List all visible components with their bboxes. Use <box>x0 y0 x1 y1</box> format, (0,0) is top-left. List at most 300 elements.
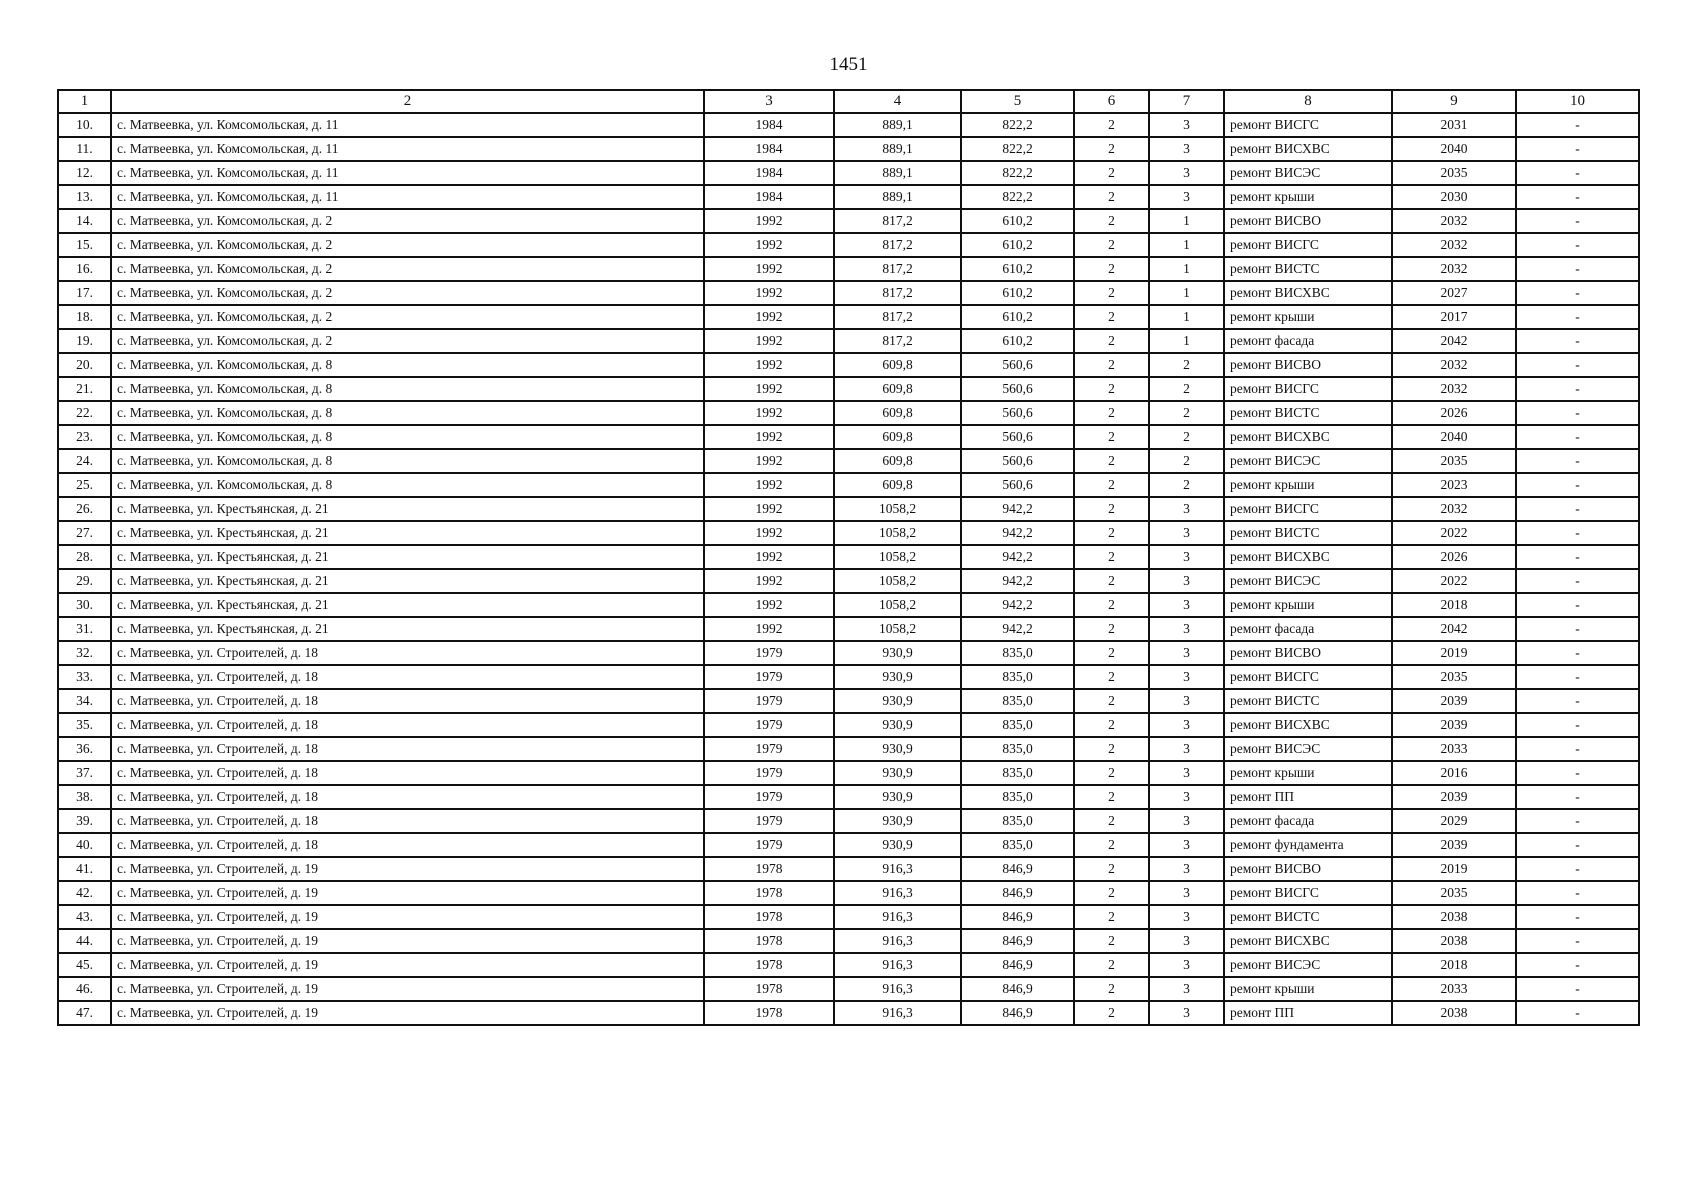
table-row <box>58 353 1639 377</box>
cell-floors: 2 <box>1074 593 1149 617</box>
cell-total-area: 817,2 <box>834 233 961 257</box>
cell-planned-year: 2023 <box>1392 473 1516 497</box>
cell-living-area: 610,2 <box>961 329 1074 353</box>
cell-row-number: 17. <box>58 281 111 305</box>
cell-planned-year: 2035 <box>1392 161 1516 185</box>
cell-planned-year: 2026 <box>1392 545 1516 569</box>
cell-address: с. Матвеевка, ул. Крестьянская, д. 21 <box>111 497 704 521</box>
cell-floors: 2 <box>1074 521 1149 545</box>
cell-row-number: 20. <box>58 353 111 377</box>
cell-total-area: 916,3 <box>834 905 961 929</box>
table-row <box>58 809 1639 833</box>
cell-living-area: 942,2 <box>961 569 1074 593</box>
cell-living-area: 822,2 <box>961 185 1074 209</box>
cell-col-10: - <box>1516 953 1639 977</box>
cell-address: с. Матвеевка, ул. Строителей, д. 19 <box>111 977 704 1001</box>
cell-planned-year: 2040 <box>1392 425 1516 449</box>
cell-row-number: 38. <box>58 785 111 809</box>
table-row <box>58 569 1639 593</box>
cell-col-10: - <box>1516 185 1639 209</box>
cell-year-built: 1992 <box>704 521 834 545</box>
cell-total-area: 1058,2 <box>834 521 961 545</box>
cell-col-10: - <box>1516 977 1639 1001</box>
cell-floors: 2 <box>1074 137 1149 161</box>
cell-total-area: 1058,2 <box>834 593 961 617</box>
cell-address: с. Матвеевка, ул. Комсомольская, д. 2 <box>111 281 704 305</box>
table-row <box>58 713 1639 737</box>
table-row <box>58 425 1639 449</box>
cell-row-number: 28. <box>58 545 111 569</box>
cell-living-area: 560,6 <box>961 473 1074 497</box>
cell-living-area: 835,0 <box>961 761 1074 785</box>
cell-row-number: 10. <box>58 113 111 137</box>
cell-total-area: 930,9 <box>834 761 961 785</box>
cell-work-type: ремонт ВИСЭС <box>1224 953 1392 977</box>
table-row <box>58 737 1639 761</box>
cell-floors: 2 <box>1074 305 1149 329</box>
cell-floors: 2 <box>1074 929 1149 953</box>
table-row <box>58 665 1639 689</box>
cell-floors: 2 <box>1074 881 1149 905</box>
cell-total-area: 609,8 <box>834 353 961 377</box>
cell-row-number: 15. <box>58 233 111 257</box>
cell-year-built: 1978 <box>704 977 834 1001</box>
cell-living-area: 942,2 <box>961 593 1074 617</box>
cell-living-area: 846,9 <box>961 977 1074 1001</box>
cell-year-built: 1979 <box>704 809 834 833</box>
cell-year-built: 1992 <box>704 401 834 425</box>
cell-work-type: ремонт крыши <box>1224 977 1392 1001</box>
cell-living-area: 846,9 <box>961 953 1074 977</box>
cell-work-type: ремонт ВИСВО <box>1224 353 1392 377</box>
cell-entrances: 3 <box>1149 593 1224 617</box>
cell-year-built: 1978 <box>704 1001 834 1025</box>
table-row <box>58 977 1639 1001</box>
cell-entrances: 2 <box>1149 401 1224 425</box>
cell-total-area: 817,2 <box>834 209 961 233</box>
cell-work-type: ремонт фасада <box>1224 809 1392 833</box>
cell-floors: 2 <box>1074 737 1149 761</box>
cell-year-built: 1978 <box>704 857 834 881</box>
cell-row-number: 24. <box>58 449 111 473</box>
cell-col-10: - <box>1516 545 1639 569</box>
cell-col-10: - <box>1516 329 1639 353</box>
header-row <box>58 90 1639 113</box>
header-cell-col-10: 10 <box>1516 90 1639 113</box>
cell-total-area: 817,2 <box>834 257 961 281</box>
cell-year-built: 1992 <box>704 353 834 377</box>
header-cell-planned-year: 9 <box>1392 90 1516 113</box>
cell-total-area: 930,9 <box>834 713 961 737</box>
table-row <box>58 617 1639 641</box>
cell-entrances: 3 <box>1149 737 1224 761</box>
cell-entrances: 3 <box>1149 713 1224 737</box>
cell-living-area: 610,2 <box>961 257 1074 281</box>
cell-col-10: - <box>1516 857 1639 881</box>
cell-planned-year: 2032 <box>1392 497 1516 521</box>
cell-col-10: - <box>1516 425 1639 449</box>
cell-col-10: - <box>1516 161 1639 185</box>
cell-floors: 2 <box>1074 665 1149 689</box>
cell-living-area: 822,2 <box>961 137 1074 161</box>
cell-year-built: 1979 <box>704 785 834 809</box>
cell-planned-year: 2026 <box>1392 401 1516 425</box>
cell-row-number: 39. <box>58 809 111 833</box>
cell-planned-year: 2038 <box>1392 1001 1516 1025</box>
cell-total-area: 817,2 <box>834 329 961 353</box>
cell-row-number: 16. <box>58 257 111 281</box>
cell-row-number: 12. <box>58 161 111 185</box>
header-cell-row-number: 1 <box>58 90 111 113</box>
cell-floors: 2 <box>1074 257 1149 281</box>
cell-year-built: 1992 <box>704 497 834 521</box>
cell-living-area: 846,9 <box>961 881 1074 905</box>
cell-living-area: 942,2 <box>961 545 1074 569</box>
cell-year-built: 1979 <box>704 689 834 713</box>
cell-total-area: 930,9 <box>834 785 961 809</box>
cell-row-number: 33. <box>58 665 111 689</box>
cell-entrances: 1 <box>1149 257 1224 281</box>
page-number: 1451 <box>829 54 868 75</box>
cell-year-built: 1984 <box>704 137 834 161</box>
cell-floors: 2 <box>1074 233 1149 257</box>
cell-row-number: 37. <box>58 761 111 785</box>
cell-year-built: 1992 <box>704 329 834 353</box>
cell-work-type: ремонт ВИСХВС <box>1224 137 1392 161</box>
cell-planned-year: 2018 <box>1392 593 1516 617</box>
cell-col-10: - <box>1516 521 1639 545</box>
cell-address: с. Матвеевка, ул. Комсомольская, д. 2 <box>111 209 704 233</box>
cell-work-type: ремонт ВИСВО <box>1224 209 1392 233</box>
cell-year-built: 1979 <box>704 833 834 857</box>
cell-entrances: 3 <box>1149 161 1224 185</box>
cell-entrances: 3 <box>1149 665 1224 689</box>
cell-planned-year: 2016 <box>1392 761 1516 785</box>
header-cell-address: 2 <box>111 90 704 113</box>
cell-entrances: 3 <box>1149 497 1224 521</box>
cell-entrances: 3 <box>1149 905 1224 929</box>
cell-entrances: 3 <box>1149 1001 1224 1025</box>
cell-col-10: - <box>1516 713 1639 737</box>
cell-year-built: 1992 <box>704 257 834 281</box>
cell-work-type: ремонт ВИСГС <box>1224 665 1392 689</box>
cell-address: с. Матвеевка, ул. Комсомольская, д. 11 <box>111 137 704 161</box>
cell-entrances: 3 <box>1149 977 1224 1001</box>
cell-living-area: 560,6 <box>961 401 1074 425</box>
cell-work-type: ремонт фундамента <box>1224 833 1392 857</box>
cell-year-built: 1978 <box>704 905 834 929</box>
table-row <box>58 833 1639 857</box>
cell-planned-year: 2031 <box>1392 113 1516 137</box>
registry-table <box>57 89 1640 1026</box>
cell-work-type: ремонт ВИСХВС <box>1224 929 1392 953</box>
cell-year-built: 1992 <box>704 209 834 233</box>
cell-entrances: 3 <box>1149 617 1224 641</box>
cell-total-area: 916,3 <box>834 857 961 881</box>
cell-planned-year: 2032 <box>1392 377 1516 401</box>
cell-living-area: 846,9 <box>961 1001 1074 1025</box>
cell-total-area: 609,8 <box>834 473 961 497</box>
table-row <box>58 377 1639 401</box>
cell-work-type: ремонт крыши <box>1224 473 1392 497</box>
cell-entrances: 3 <box>1149 545 1224 569</box>
cell-planned-year: 2018 <box>1392 953 1516 977</box>
cell-work-type: ремонт ВИСГС <box>1224 497 1392 521</box>
cell-address: с. Матвеевка, ул. Крестьянская, д. 21 <box>111 593 704 617</box>
cell-floors: 2 <box>1074 425 1149 449</box>
cell-work-type: ремонт ВИСГС <box>1224 233 1392 257</box>
cell-row-number: 19. <box>58 329 111 353</box>
header-cell-total-area: 4 <box>834 90 961 113</box>
cell-total-area: 609,8 <box>834 425 961 449</box>
cell-planned-year: 2032 <box>1392 209 1516 233</box>
cell-planned-year: 2042 <box>1392 329 1516 353</box>
cell-col-10: - <box>1516 905 1639 929</box>
cell-floors: 2 <box>1074 497 1149 521</box>
cell-floors: 2 <box>1074 329 1149 353</box>
cell-planned-year: 2042 <box>1392 617 1516 641</box>
cell-living-area: 942,2 <box>961 617 1074 641</box>
table-row <box>58 521 1639 545</box>
header-cell-year-built: 3 <box>704 90 834 113</box>
cell-row-number: 46. <box>58 977 111 1001</box>
cell-total-area: 916,3 <box>834 1001 961 1025</box>
cell-planned-year: 2022 <box>1392 521 1516 545</box>
cell-row-number: 40. <box>58 833 111 857</box>
cell-entrances: 3 <box>1149 881 1224 905</box>
cell-entrances: 3 <box>1149 569 1224 593</box>
table-row <box>58 857 1639 881</box>
table-row <box>58 449 1639 473</box>
cell-work-type: ремонт ВИСЭС <box>1224 569 1392 593</box>
cell-address: с. Матвеевка, ул. Строителей, д. 19 <box>111 857 704 881</box>
cell-living-area: 846,9 <box>961 905 1074 929</box>
cell-work-type: ремонт ВИСТС <box>1224 905 1392 929</box>
cell-row-number: 42. <box>58 881 111 905</box>
cell-row-number: 32. <box>58 641 111 665</box>
cell-row-number: 26. <box>58 497 111 521</box>
cell-entrances: 3 <box>1149 113 1224 137</box>
cell-living-area: 846,9 <box>961 929 1074 953</box>
cell-floors: 2 <box>1074 953 1149 977</box>
cell-col-10: - <box>1516 233 1639 257</box>
table-row <box>58 953 1639 977</box>
cell-address: с. Матвеевка, ул. Строителей, д. 19 <box>111 929 704 953</box>
cell-work-type: ремонт ВИСГС <box>1224 881 1392 905</box>
cell-col-10: - <box>1516 473 1639 497</box>
cell-floors: 2 <box>1074 977 1149 1001</box>
cell-year-built: 1992 <box>704 617 834 641</box>
cell-work-type: ремонт ПП <box>1224 1001 1392 1025</box>
cell-total-area: 1058,2 <box>834 497 961 521</box>
cell-address: с. Матвеевка, ул. Крестьянская, д. 21 <box>111 545 704 569</box>
cell-address: с. Матвеевка, ул. Строителей, д. 18 <box>111 785 704 809</box>
cell-total-area: 609,8 <box>834 449 961 473</box>
cell-address: с. Матвеевка, ул. Комсомольская, д. 8 <box>111 353 704 377</box>
cell-total-area: 916,3 <box>834 929 961 953</box>
cell-total-area: 930,9 <box>834 665 961 689</box>
cell-col-10: - <box>1516 113 1639 137</box>
cell-work-type: ремонт ВИСЭС <box>1224 737 1392 761</box>
cell-row-number: 23. <box>58 425 111 449</box>
cell-entrances: 3 <box>1149 953 1224 977</box>
cell-col-10: - <box>1516 1001 1639 1025</box>
cell-year-built: 1984 <box>704 113 834 137</box>
cell-floors: 2 <box>1074 545 1149 569</box>
cell-entrances: 3 <box>1149 857 1224 881</box>
cell-entrances: 2 <box>1149 377 1224 401</box>
cell-total-area: 930,9 <box>834 641 961 665</box>
cell-row-number: 36. <box>58 737 111 761</box>
cell-col-10: - <box>1516 377 1639 401</box>
cell-year-built: 1978 <box>704 953 834 977</box>
cell-entrances: 2 <box>1149 473 1224 497</box>
table-row <box>58 1001 1639 1025</box>
table-row <box>58 209 1639 233</box>
cell-work-type: ремонт ВИСЭС <box>1224 161 1392 185</box>
header-cell-floors: 6 <box>1074 90 1149 113</box>
cell-planned-year: 2032 <box>1392 353 1516 377</box>
cell-col-10: - <box>1516 209 1639 233</box>
cell-year-built: 1979 <box>704 665 834 689</box>
cell-work-type: ремонт ВИСТС <box>1224 401 1392 425</box>
cell-entrances: 1 <box>1149 305 1224 329</box>
cell-work-type: ремонт ПП <box>1224 785 1392 809</box>
cell-row-number: 29. <box>58 569 111 593</box>
cell-row-number: 47. <box>58 1001 111 1025</box>
cell-address: с. Матвеевка, ул. Комсомольская, д. 8 <box>111 449 704 473</box>
cell-row-number: 31. <box>58 617 111 641</box>
cell-entrances: 3 <box>1149 137 1224 161</box>
cell-living-area: 560,6 <box>961 377 1074 401</box>
cell-total-area: 930,9 <box>834 809 961 833</box>
cell-entrances: 3 <box>1149 929 1224 953</box>
cell-floors: 2 <box>1074 713 1149 737</box>
cell-planned-year: 2019 <box>1392 641 1516 665</box>
cell-entrances: 3 <box>1149 641 1224 665</box>
cell-total-area: 817,2 <box>834 305 961 329</box>
cell-address: с. Матвеевка, ул. Строителей, д. 19 <box>111 953 704 977</box>
cell-row-number: 14. <box>58 209 111 233</box>
cell-planned-year: 2030 <box>1392 185 1516 209</box>
cell-col-10: - <box>1516 353 1639 377</box>
cell-living-area: 822,2 <box>961 113 1074 137</box>
cell-floors: 2 <box>1074 761 1149 785</box>
cell-address: с. Матвеевка, ул. Строителей, д. 18 <box>111 761 704 785</box>
cell-floors: 2 <box>1074 1001 1149 1025</box>
table-row <box>58 281 1639 305</box>
cell-planned-year: 2035 <box>1392 449 1516 473</box>
cell-floors: 2 <box>1074 449 1149 473</box>
cell-total-area: 916,3 <box>834 953 961 977</box>
cell-planned-year: 2038 <box>1392 929 1516 953</box>
cell-year-built: 1984 <box>704 161 834 185</box>
cell-col-10: - <box>1516 593 1639 617</box>
cell-address: с. Матвеевка, ул. Комсомольская, д. 2 <box>111 329 704 353</box>
header-cell-living-area: 5 <box>961 90 1074 113</box>
cell-floors: 2 <box>1074 377 1149 401</box>
cell-living-area: 560,6 <box>961 449 1074 473</box>
cell-work-type: ремонт крыши <box>1224 593 1392 617</box>
cell-entrances: 3 <box>1149 809 1224 833</box>
cell-floors: 2 <box>1074 833 1149 857</box>
cell-col-10: - <box>1516 737 1639 761</box>
cell-year-built: 1992 <box>704 449 834 473</box>
cell-living-area: 846,9 <box>961 857 1074 881</box>
cell-living-area: 835,0 <box>961 665 1074 689</box>
table-row <box>58 401 1639 425</box>
cell-total-area: 889,1 <box>834 185 961 209</box>
cell-living-area: 560,6 <box>961 353 1074 377</box>
cell-entrances: 3 <box>1149 521 1224 545</box>
cell-planned-year: 2019 <box>1392 857 1516 881</box>
cell-row-number: 45. <box>58 953 111 977</box>
table-row <box>58 545 1639 569</box>
cell-total-area: 1058,2 <box>834 545 961 569</box>
cell-col-10: - <box>1516 449 1639 473</box>
cell-work-type: ремонт ВИСХВС <box>1224 713 1392 737</box>
cell-living-area: 822,2 <box>961 161 1074 185</box>
cell-floors: 2 <box>1074 401 1149 425</box>
cell-row-number: 21. <box>58 377 111 401</box>
cell-total-area: 609,8 <box>834 377 961 401</box>
cell-total-area: 916,3 <box>834 881 961 905</box>
table-row <box>58 785 1639 809</box>
cell-floors: 2 <box>1074 209 1149 233</box>
cell-floors: 2 <box>1074 473 1149 497</box>
cell-living-area: 835,0 <box>961 641 1074 665</box>
cell-row-number: 44. <box>58 929 111 953</box>
cell-entrances: 2 <box>1149 353 1224 377</box>
cell-planned-year: 2029 <box>1392 809 1516 833</box>
table-row <box>58 497 1639 521</box>
cell-row-number: 35. <box>58 713 111 737</box>
cell-living-area: 835,0 <box>961 785 1074 809</box>
cell-col-10: - <box>1516 761 1639 785</box>
cell-planned-year: 2039 <box>1392 713 1516 737</box>
table-row <box>58 905 1639 929</box>
cell-planned-year: 2033 <box>1392 737 1516 761</box>
table-body <box>58 90 1639 1025</box>
cell-entrances: 1 <box>1149 329 1224 353</box>
cell-entrances: 3 <box>1149 833 1224 857</box>
table-row <box>58 761 1639 785</box>
cell-year-built: 1992 <box>704 281 834 305</box>
cell-col-10: - <box>1516 281 1639 305</box>
table-row <box>58 161 1639 185</box>
cell-col-10: - <box>1516 689 1639 713</box>
cell-living-area: 610,2 <box>961 209 1074 233</box>
cell-col-10: - <box>1516 833 1639 857</box>
cell-living-area: 942,2 <box>961 521 1074 545</box>
cell-planned-year: 2035 <box>1392 881 1516 905</box>
cell-work-type: ремонт фасада <box>1224 617 1392 641</box>
cell-total-area: 930,9 <box>834 737 961 761</box>
cell-floors: 2 <box>1074 809 1149 833</box>
cell-address: с. Матвеевка, ул. Комсомольская, д. 8 <box>111 377 704 401</box>
cell-address: с. Матвеевка, ул. Комсомольская, д. 2 <box>111 233 704 257</box>
table-row <box>58 257 1639 281</box>
cell-year-built: 1978 <box>704 929 834 953</box>
table-row <box>58 881 1639 905</box>
cell-floors: 2 <box>1074 161 1149 185</box>
cell-address: с. Матвеевка, ул. Строителей, д. 19 <box>111 1001 704 1025</box>
cell-living-area: 610,2 <box>961 233 1074 257</box>
cell-col-10: - <box>1516 401 1639 425</box>
cell-total-area: 889,1 <box>834 161 961 185</box>
cell-planned-year: 2039 <box>1392 785 1516 809</box>
table-row <box>58 929 1639 953</box>
